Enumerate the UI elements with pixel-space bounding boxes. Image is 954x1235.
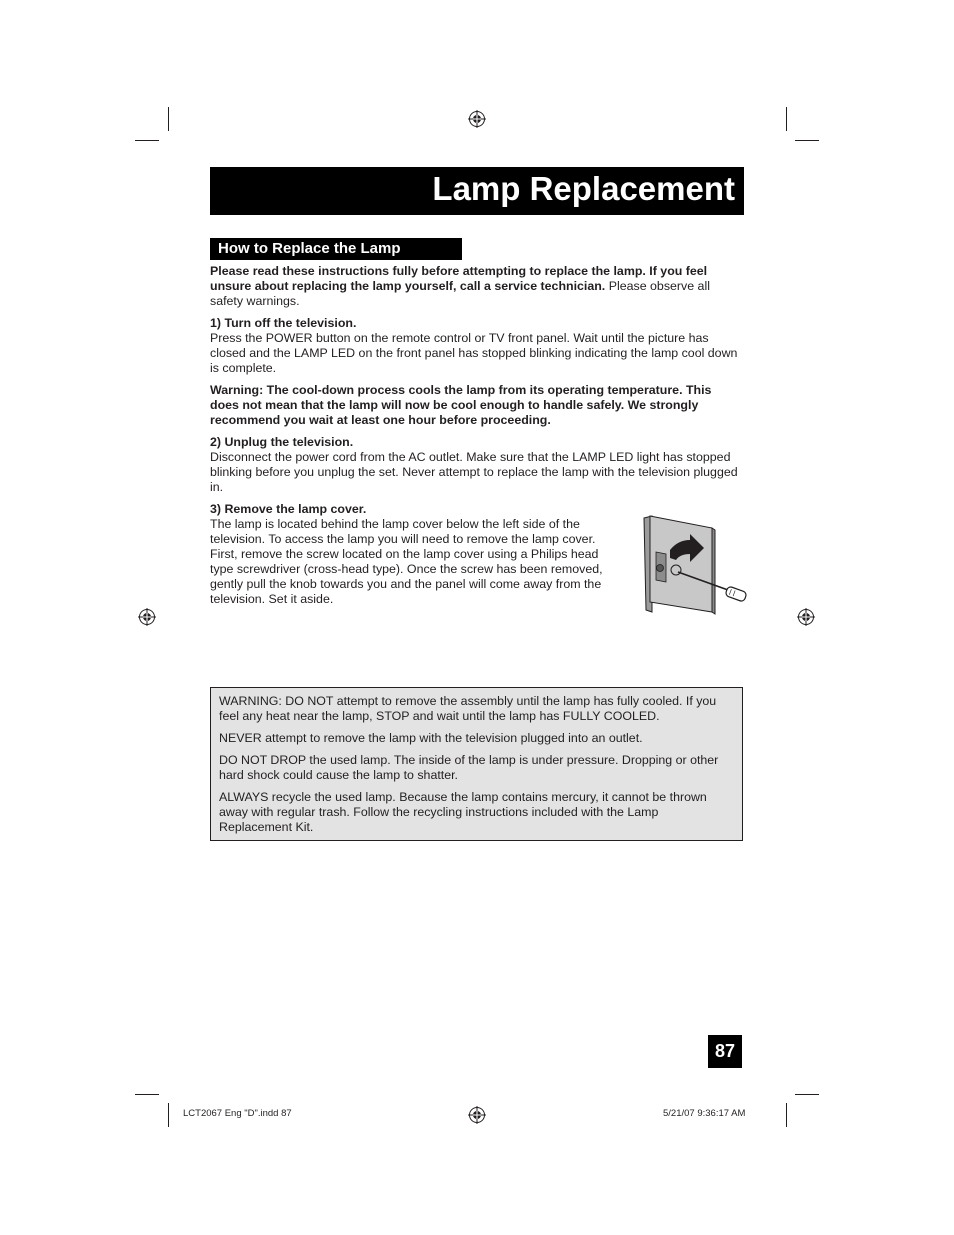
safety-warning-box	[210, 687, 743, 841]
page-number: 87	[708, 1035, 742, 1068]
registration-mark-icon	[138, 608, 156, 626]
intro-normal: Please observe all safety warnings.	[210, 279, 710, 308]
step-1	[210, 316, 740, 376]
footer-timestamp: 5/21/07 9:36:17 AM	[663, 1108, 746, 1119]
section-heading-bar	[210, 238, 462, 260]
crop-mark	[135, 140, 159, 141]
footer-file-name: LCT2067 Eng "D".indd 87	[183, 1108, 292, 1119]
section-heading: How to Replace the Lamp	[218, 240, 401, 257]
warning-item: ALWAYS recycle the used lamp. Because the lamp contains mercury, it cannot be thrown away with regular trash. Follow the recycling instructions included with the Lamp Replacement Kit.	[219, 790, 707, 834]
crop-mark	[168, 1103, 169, 1127]
step-2-heading: 2) Unplug the television.	[210, 435, 354, 449]
page-title-bar	[210, 167, 744, 215]
crop-mark	[795, 1094, 819, 1095]
warning-item: NEVER attempt to remove the lamp with the television plugged into an outlet.	[219, 731, 643, 745]
crop-mark	[795, 140, 819, 141]
step-3-heading: 3) Remove the lamp cover.	[210, 502, 367, 516]
crop-mark	[135, 1094, 159, 1095]
crop-mark	[786, 1103, 787, 1127]
page-title: Lamp Replacement	[432, 170, 735, 207]
step-3-body: The lamp is located behind the lamp cover below the left side of the television. To access the lamp you will need to remove the lamp cover. First, remove the screw located on the lamp cover using a Philips head type screwdriver (cross-head type). Once the screw has been removed, gently pull the knob towards you and the panel will come away from the television. Set it aside.	[210, 517, 603, 606]
warning-item: DO NOT DROP the used lamp. The inside of the lamp is under pressure. Dropping or other hard shock could cause the lamp to shatter.	[219, 753, 719, 782]
crop-mark	[786, 107, 787, 131]
cooldown-warning-text: Warning: The cool-down process cools the lamp from its operating temperature. This does not mean that the lamp will now be cool enough to handle safely. We strongly recommend you wait at least one hour before proceeding.	[210, 383, 712, 427]
registration-mark-icon	[468, 110, 486, 128]
step-3	[210, 502, 612, 607]
registration-mark-icon	[468, 1106, 486, 1124]
step-1-body: Press the POWER button on the remote control or TV front panel. Wait until the picture has closed and the LAMP LED on the front panel has stopped blinking indicating the lamp cool down is complete.	[210, 331, 738, 375]
step-2	[210, 435, 742, 495]
intro-paragraph	[210, 264, 740, 309]
step-2-body: Disconnect the power cord from the AC outlet. Make sure that the LAMP LED light has stopped blinking before you unplug the set. Never attempt to replace the lamp with the television plugged in.	[210, 450, 738, 494]
step-1-heading: 1) Turn off the television.	[210, 316, 357, 330]
crop-mark	[168, 107, 169, 131]
intro-bold: Please read these instructions fully before attempting to replace the lamp. If you feel unsure about replacing the lamp yourself, call a service technician.	[210, 264, 708, 293]
registration-mark-icon	[797, 608, 815, 626]
warning-item: WARNING: DO NOT attempt to remove the assembly until the lamp has fully cooled. If you feel any heat near the lamp, STOP and wait until the lamp has FULLY COOLED.	[219, 694, 717, 723]
lamp-cover-screwdriver-illustration	[640, 512, 750, 616]
cooldown-warning	[210, 383, 740, 428]
